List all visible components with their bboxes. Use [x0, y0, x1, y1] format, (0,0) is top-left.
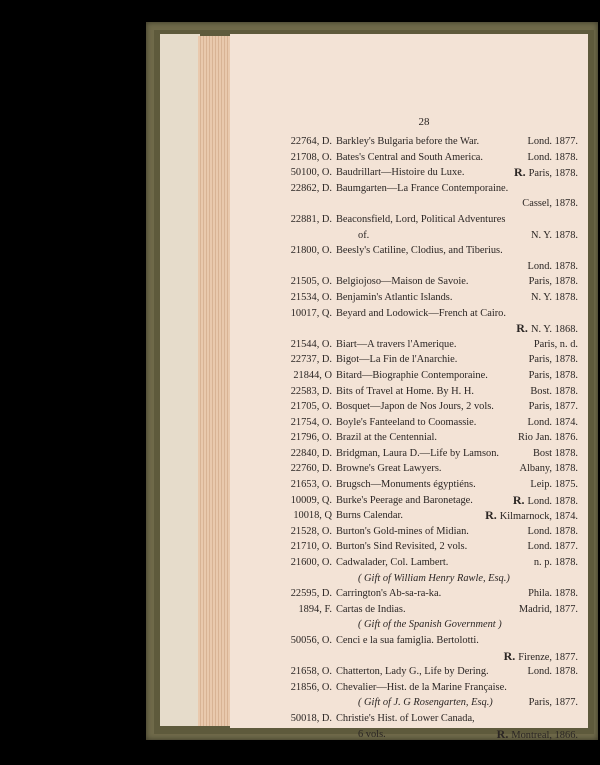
reference-mark: R. — [485, 508, 497, 523]
call-number: 21844, O — [293, 369, 332, 381]
imprint — [527, 539, 578, 555]
catalog-row — [250, 649, 578, 665]
imprint-text: Phila. 1878. — [528, 588, 578, 600]
entry-continuation: 6 vols. — [358, 728, 386, 740]
entry-title: Bits of Travel at Home. By H. H. — [336, 385, 474, 397]
call-number: 10009, Q. — [290, 494, 332, 506]
catalog-row — [250, 384, 578, 400]
reference-mark: R. — [512, 492, 525, 507]
imprint — [529, 695, 578, 711]
catalog-row — [250, 446, 578, 462]
entry-title: Burke's Peerage and Baronetage. — [336, 494, 473, 506]
entry-title: Baumgarten—La France Contemporaine. — [336, 182, 509, 194]
imprint — [513, 493, 578, 510]
imprint-text: Lond. 1877. — [527, 136, 578, 147]
imprint-text: Lond. 1874. — [527, 416, 578, 428]
call-number: 21856, O. — [290, 681, 332, 693]
call-number: 21705, O. — [290, 401, 332, 413]
call-number: 10017, Q. — [290, 307, 332, 319]
call-number: 1894, F. — [298, 603, 332, 615]
call-number: 22583, D. — [290, 385, 332, 397]
entry-title: Christie's Hist. of Lower Canada, — [336, 712, 475, 724]
catalog-row — [250, 212, 578, 228]
imprint — [522, 196, 578, 212]
call-number: 21708, O. — [290, 151, 332, 163]
catalog-row — [250, 493, 578, 509]
page-edges — [198, 36, 232, 726]
imprint-text: Lond. 1878. — [527, 260, 578, 272]
catalog-row — [250, 337, 578, 353]
call-number: 22737, D. — [290, 354, 332, 366]
imprint-text: Lond. 1878. — [527, 525, 578, 537]
imprint-text: Albany, 1878. — [519, 463, 578, 475]
catalog-row — [250, 228, 578, 244]
entry-title: Burton's Sind Revisited, 2 vols. — [336, 541, 468, 553]
catalog-row — [250, 461, 578, 477]
call-number: 21653, O. — [290, 479, 332, 491]
entry-title: Beaconsfield, Lord, Political Adventures — [336, 213, 506, 225]
entry-title: Bates's Central and South America. — [336, 151, 484, 163]
imprint-text: N. Y. 1868. — [530, 324, 578, 336]
imprint-text: Lond. 1878. — [527, 151, 578, 163]
imprint — [530, 384, 578, 400]
entry-title: Barkley's Bulgaria before the War. — [336, 136, 480, 147]
entry-title: Beesly's Catiline, Clodius, and Tiberius. — [336, 245, 503, 257]
catalog-row — [250, 415, 578, 431]
call-number: 21534, O. — [290, 291, 332, 303]
imprint — [529, 352, 578, 368]
imprint — [534, 337, 578, 353]
entry-title: Bitard—Biographie Contemporaine. — [336, 369, 488, 381]
imprint-text: Paris, 1878. — [528, 276, 578, 288]
call-number: 21505, O. — [290, 276, 332, 288]
catalog-row — [250, 602, 578, 618]
call-number: 21544, O. — [290, 338, 332, 350]
catalog-entries — [250, 134, 578, 742]
imprint — [485, 508, 578, 525]
catalog-row — [250, 259, 578, 275]
entry-title: Bigot—La Fin de l'Anarchie. — [336, 354, 458, 366]
entry-title: Cenci e la sua famiglia. Bertolotti. — [336, 635, 479, 646]
catalog-row — [250, 321, 578, 337]
imprint — [530, 477, 578, 493]
imprint — [533, 446, 578, 462]
catalog-row — [250, 524, 578, 540]
reference-mark: R. — [513, 165, 526, 180]
imprint-text: Paris, 1878. — [528, 168, 578, 180]
imprint-text: Kilmarnock, 1874. — [499, 511, 578, 523]
catalog-row — [250, 181, 578, 197]
call-number: 21754, O. — [290, 416, 332, 428]
reference-mark: R. — [503, 648, 516, 663]
catalog-row — [250, 539, 578, 555]
call-number: 21528, O. — [290, 525, 332, 537]
imprint-text: Cassel, 1878. — [522, 198, 578, 210]
entry-title: Cadwalader, Col. Lambert. — [336, 557, 449, 569]
call-number: 21796, O. — [290, 432, 332, 444]
imprint-text: n. p. 1878. — [533, 557, 578, 569]
call-number: 22760, D. — [290, 463, 332, 475]
entry-title: Belgiojoso—Maison de Savoie. — [336, 276, 469, 288]
gift-note: ( Gift of William Henry Rawle, Esq.) — [358, 572, 510, 584]
imprint — [516, 321, 578, 338]
catalog-row — [250, 150, 578, 166]
catalog-row — [250, 243, 578, 259]
entry-title: Brugsch—Monuments égyptiéns. — [336, 479, 476, 491]
catalog-row — [250, 571, 578, 587]
imprint — [527, 664, 578, 680]
imprint-text: Paris, n. d. — [533, 338, 578, 350]
catalog-row — [250, 477, 578, 493]
call-number: 10018, Q — [293, 510, 332, 522]
imprint-text: Bost 1878. — [532, 447, 578, 459]
catalog-row — [250, 399, 578, 415]
call-number: 21600, O. — [290, 557, 332, 569]
entry-title: Cartas de Indias. — [336, 603, 406, 615]
call-number: 21658, O. — [290, 666, 332, 678]
imprint — [531, 290, 578, 306]
catalog-row — [250, 290, 578, 306]
page-number: 28 — [418, 116, 430, 128]
imprint-text: Lond. 1877. — [527, 541, 578, 553]
catalog-row — [250, 664, 578, 680]
imprint-text: Leip. 1875. — [530, 479, 578, 491]
entry-title: Carrington's Ab-sa-ra-ka. — [336, 588, 442, 600]
entry-title: Biart—A travers l'Amerique. — [336, 338, 457, 350]
imprint — [527, 134, 578, 150]
call-number: 50018, D. — [290, 712, 332, 724]
imprint — [534, 555, 578, 571]
imprint — [529, 274, 578, 290]
entry-title: Brazil at the Centennial. — [336, 432, 437, 444]
imprint — [529, 368, 578, 384]
imprint — [504, 649, 578, 666]
reference-mark: R. — [516, 321, 528, 336]
gift-note: ( Gift of the Spanish Government ) — [358, 619, 502, 631]
imprint-text: Bost. 1878. — [530, 385, 578, 397]
imprint — [527, 150, 578, 166]
catalog-row — [250, 586, 578, 602]
imprint — [529, 399, 578, 415]
imprint — [527, 259, 578, 275]
catalog-row — [250, 196, 578, 212]
entry-title: Benjamin's Atlantic Islands. — [336, 291, 453, 303]
imprint-text: Paris, 1877. — [528, 697, 578, 709]
catalog-row — [250, 617, 578, 633]
call-number: 21800, O. — [290, 245, 332, 257]
call-number: 22881, D. — [290, 213, 332, 225]
catalog-row — [250, 368, 578, 384]
entry-title: Burns Calendar. — [336, 510, 403, 522]
reference-mark: R. — [496, 726, 509, 741]
entry-title: Baudrillart—Histoire du Luxe. — [336, 167, 465, 179]
gift-note: ( Gift of J. G Rosengarten, Esq.) — [358, 697, 493, 709]
imprint-text: Montreal, 1866. — [511, 729, 578, 741]
catalog-row — [250, 727, 578, 743]
imprint — [497, 727, 578, 744]
imprint — [514, 165, 578, 182]
imprint-text: N. Y. 1878. — [530, 229, 578, 241]
imprint-text: Madrid, 1877. — [518, 603, 578, 615]
entry-title: Chatterton, Lady G., Life by Dering. — [336, 666, 489, 678]
entry-title: Burton's Gold-mines of Midian. — [336, 525, 469, 537]
flyleaf — [160, 34, 200, 726]
catalog-row — [250, 306, 578, 322]
imprint — [527, 524, 578, 540]
catalog-row — [250, 165, 578, 181]
catalog-row — [250, 695, 578, 711]
entry-title: Boyle's Fanteeland to Coomassie. — [336, 416, 477, 428]
imprint-text: Lond. 1878. — [527, 495, 578, 507]
entry-title: Bridgman, Laura D.—Life by Lamson. — [336, 447, 500, 459]
call-number: 22862, D. — [290, 182, 332, 194]
imprint — [520, 461, 579, 477]
call-number: 22595, D. — [290, 588, 332, 600]
imprint — [527, 415, 578, 431]
call-number: 22840, D. — [290, 447, 332, 459]
catalog-row — [250, 711, 578, 727]
imprint-text: Firenze, 1877. — [518, 651, 578, 663]
imprint-text: Paris, 1878. — [528, 354, 578, 366]
catalog-row — [250, 274, 578, 290]
entry-title: Beyard and Lodowick—French at Cairo. — [336, 307, 506, 319]
catalog-row — [250, 134, 578, 150]
entry-continuation: of. — [358, 229, 370, 241]
entry-title: Bosquet—Japon de Nos Jours, 2 vols. — [336, 401, 494, 413]
call-number: 50056, O. — [290, 635, 332, 646]
catalog-row — [250, 430, 578, 446]
imprint-text: Rio Jan. 1876. — [517, 432, 578, 444]
call-number: 50100, O. — [290, 167, 332, 179]
call-number: 22764, D. — [290, 136, 332, 147]
catalog-row — [250, 633, 578, 649]
imprint — [528, 586, 578, 602]
imprint — [519, 602, 578, 618]
entry-title: Chevalier—Hist. de la Marine Française. — [336, 681, 507, 693]
call-number: 21710, O. — [290, 541, 332, 553]
imprint-text: Paris, 1878. — [528, 369, 578, 381]
imprint-text: N. Y. 1878. — [530, 291, 578, 303]
catalog-row — [250, 508, 578, 524]
catalog-row — [250, 680, 578, 696]
entry-title: Browne's Great Lawyers. — [336, 463, 442, 475]
imprint — [518, 430, 578, 446]
imprint — [531, 228, 578, 244]
imprint-text: Lond. 1878. — [527, 666, 578, 678]
imprint-text: Paris, 1877. — [528, 401, 578, 413]
catalog-row — [250, 352, 578, 368]
catalog-row — [250, 555, 578, 571]
